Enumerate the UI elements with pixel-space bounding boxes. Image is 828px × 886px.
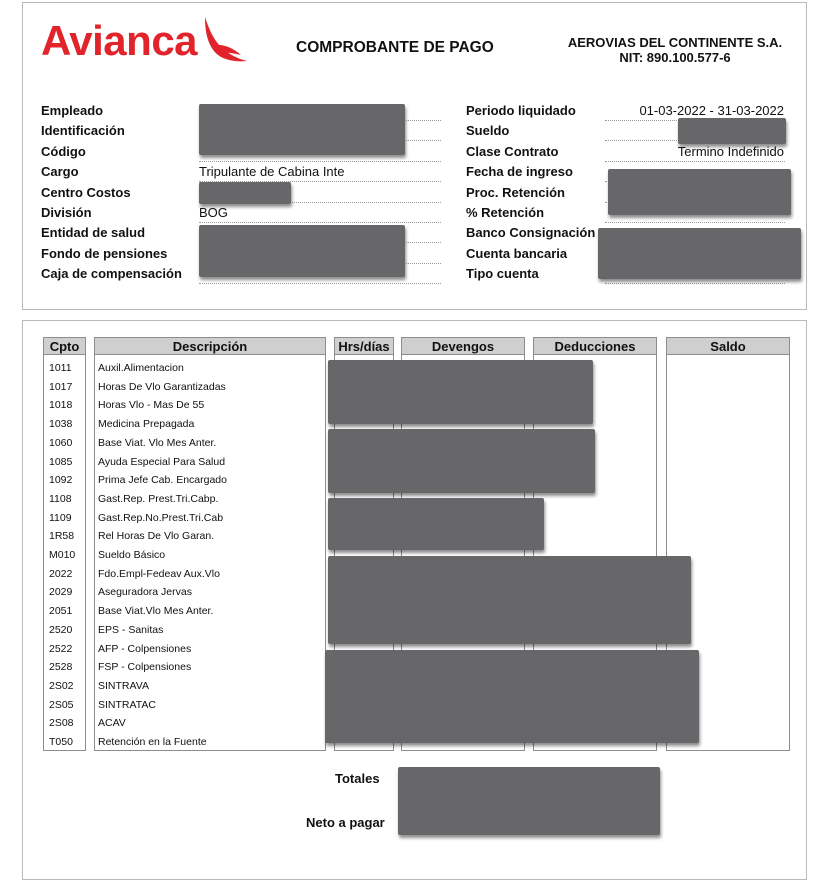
column-header-deducciones: Deducciones — [533, 337, 657, 355]
employee-field-label: Fondo de pensiones — [41, 245, 168, 261]
employee-field-label: Identificación — [41, 123, 125, 139]
row-cpto: 1038 — [49, 418, 73, 431]
row-cpto: 2520 — [49, 623, 73, 636]
column-header-cpto: Cpto — [43, 337, 86, 355]
row-cpto: 2051 — [49, 605, 73, 618]
row-description: Horas De Vlo Garantizadas — [98, 380, 226, 393]
employee-field-label: Empleado — [41, 103, 104, 118]
row-description: Prima Jefe Cab. Encargado — [98, 474, 227, 487]
pay-field-label: Fecha de ingreso — [466, 164, 573, 180]
row-description: Rel Horas De Vlo Garan. — [98, 530, 215, 543]
row-description: Aseguradora Jervas — [98, 586, 192, 599]
redacted-block — [678, 118, 786, 144]
pay-field-label: Periodo liquidado — [466, 103, 576, 118]
row-cpto: 2528 — [49, 661, 73, 674]
row-cpto: 2S05 — [49, 698, 74, 711]
row-cpto: 2S02 — [49, 679, 74, 692]
row-description: Retención en la Fuente — [98, 736, 207, 748]
redacted-block — [328, 556, 691, 644]
row-cpto: 1017 — [49, 380, 73, 393]
employee-field-value: Tripulante de Cabina Inte — [199, 164, 345, 180]
row-description: ACAV — [98, 717, 126, 730]
row-description: Base Viat.Vlo Mes Anter. — [98, 605, 214, 618]
row-description: Base Viat. Vlo Mes Anter. — [98, 436, 217, 449]
redacted-block — [598, 228, 801, 279]
row-cpto: 2S08 — [49, 717, 74, 730]
pay-field-label: Banco Consignación — [466, 225, 596, 241]
employee-field-label: Centro Costos — [41, 184, 131, 200]
row-description: Auxil.Alimentacion — [98, 362, 184, 374]
row-description: Gast.Rep. Prest.Tri.Cabp. — [98, 492, 219, 505]
pay-field-label: Tipo cuenta — [466, 266, 539, 282]
column-header-descripcion: Descripción — [94, 337, 326, 355]
row-cpto: 1085 — [49, 455, 73, 468]
row-cpto: 1092 — [49, 474, 73, 487]
pay-field-value: Termino Indefinido — [677, 143, 784, 159]
concepts-table-panel — [22, 320, 807, 880]
company-name: AEROVIAS DEL CONTINENTE S.A. — [567, 35, 783, 50]
row-cpto: T050 — [49, 736, 73, 748]
column-header-saldo: Saldo — [666, 337, 790, 355]
dotted-line — [605, 283, 785, 284]
redacted-block — [398, 767, 660, 835]
column-header-devengos: Devengos — [401, 337, 525, 355]
company-nit: NIT: 890.100.577-6 — [619, 50, 731, 65]
dotted-line — [199, 161, 441, 162]
header-panel — [22, 2, 807, 310]
neto-a-pagar-label: Neto a pagar — [306, 815, 385, 830]
row-description: AFP - Colpensiones — [98, 642, 192, 655]
row-description: Ayuda Especial Para Salud — [98, 455, 226, 468]
row-description: SINTRAVA — [98, 679, 149, 692]
row-description: Gast.Rep.No.Prest.Tri.Cab — [98, 511, 224, 524]
row-cpto: 2022 — [49, 567, 73, 580]
employee-field-value: BOG — [199, 205, 228, 220]
employee-field-label: Cargo — [41, 164, 79, 180]
pay-field-value: 01-03-2022 - 31-03-2022 — [639, 103, 784, 118]
row-description: FSP - Colpensiones — [98, 661, 192, 674]
employee-field-label: Entidad de salud — [41, 225, 146, 241]
row-description: SINTRATAC — [98, 698, 156, 711]
avianca-wing-icon — [199, 15, 249, 65]
row-cpto: 1R58 — [49, 530, 75, 543]
pay-field-label: Clase Contrato — [466, 143, 559, 159]
dotted-line — [605, 161, 785, 162]
redacted-block — [199, 225, 405, 277]
employee-field-label: Caja de compensación — [41, 266, 182, 282]
dotted-line — [199, 222, 441, 223]
row-cpto: 2029 — [49, 586, 73, 599]
row-cpto: 1011 — [49, 362, 72, 374]
row-cpto: M010 — [49, 549, 76, 561]
row-description: Sueldo Básico — [98, 549, 166, 561]
column-header-hrs-dias: Hrs/días — [334, 337, 394, 355]
redacted-block — [199, 104, 405, 155]
employee-field-label: División — [41, 205, 92, 220]
dotted-line — [199, 283, 441, 284]
row-description: EPS - Sanitas — [98, 623, 164, 636]
row-description: Fdo.Empl-Fedeav Aux.Vlo — [98, 567, 220, 580]
redacted-block — [325, 650, 699, 743]
pay-field-label: Proc. Retención — [466, 184, 565, 200]
redacted-block — [199, 182, 291, 204]
company-block — [555, 35, 795, 65]
row-cpto: 2522 — [49, 642, 73, 655]
redacted-block — [328, 360, 593, 424]
redacted-block — [328, 429, 595, 493]
employee-field-label: Código — [41, 143, 86, 159]
totales-label: Totales — [335, 771, 380, 786]
document-title: COMPROBANTE DE PAGO — [296, 39, 494, 56]
row-description: Horas Vlo - Mas De 55 — [98, 399, 205, 412]
pay-field-label: % Retención — [466, 205, 545, 220]
pay-field-label: Cuenta bancaria — [466, 245, 568, 261]
dotted-line — [605, 222, 785, 223]
pay-field-label: Sueldo — [466, 123, 510, 139]
row-cpto: 1018 — [49, 399, 73, 412]
brand-logo-text: Avianca — [41, 17, 198, 64]
redacted-block — [608, 169, 791, 215]
row-description: Medicina Prepagada — [98, 418, 195, 431]
row-cpto: 1060 — [49, 436, 73, 449]
row-cpto: 1108 — [49, 492, 72, 505]
row-cpto: 1109 — [49, 511, 72, 524]
redacted-block — [328, 498, 544, 550]
